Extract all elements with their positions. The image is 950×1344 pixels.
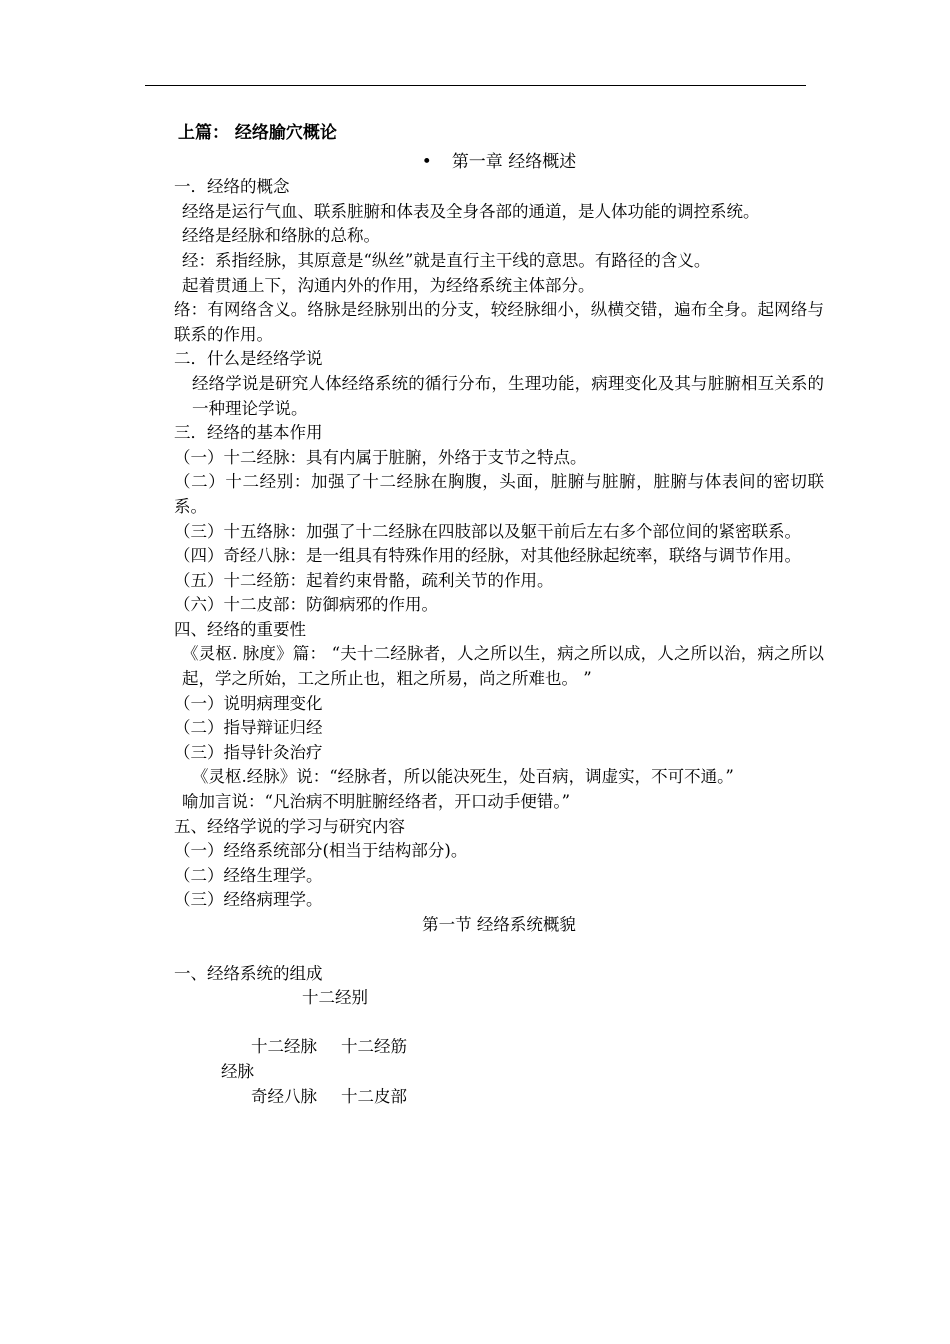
list-item: （二）经络生理学。 (174, 865, 323, 885)
section-title: 第一节 经络系统概貌 (422, 915, 576, 934)
diagram-label: 十二经脉 (251, 1037, 317, 1057)
list-item: （五）十二经筋：起着约束骨骼，疏利关节的作用。 (174, 570, 554, 590)
diagram-label: 十二皮部 (341, 1087, 407, 1107)
heading-functions: 三．经络的基本作用 (174, 423, 323, 443)
heading-importance: 四、经络的重要性 (174, 619, 306, 639)
list-item: （三）指导针灸治疗 (174, 742, 323, 762)
paragraph: 络：有网络含义。络脉是经脉别出的分支，较经脉细小，纵横交错，遍布全身。起网络与联系的作用。 (174, 300, 824, 344)
paragraph: 经络是运行气血、联系脏腑和体表及全身各部的通道，是人体功能的调控系统。 (182, 201, 760, 221)
paragraph: 经：系指经脉，其原意是“纵丝”就是直行主干线的意思。有路径的含义。 (182, 250, 711, 270)
paragraph: 经络学说是研究人体经络系统的循行分布，生理功能，病理变化及其与脏腑相互关系的一种理论学说。 (192, 373, 824, 418)
list-item: （六）十二皮部：防御病邪的作用。 (174, 595, 438, 615)
composition-diagram (174, 986, 824, 1106)
list-item: （一）十二经脉：具有内属于脏腑，外络于支节之特点。 (174, 447, 587, 467)
quote: 喻加言说：“凡治病不明脏腑经络者，开口动手便错。” (182, 792, 571, 812)
list-item: （二）指导辩证归经 (174, 718, 323, 738)
chapter-title (174, 150, 824, 175)
heading-theory: 二．什么是经络学说 (174, 349, 323, 369)
quote: 《灵枢.经脉》说：“经脉者，所以能决死生，处百病，调虚实，不可不通。” (192, 767, 734, 787)
list-item: （二）十二经别：加强了十二经脉在胸腹，头面，脏腑与脏腑，脏腑与体表间的密切联系。 (174, 472, 824, 516)
diagram-label: 十二经别 (302, 988, 368, 1008)
diagram-label: 经脉 (221, 1062, 254, 1082)
list-item: （一）经络系统部分(相当于结构部分)。 (174, 841, 468, 861)
quote: 《灵枢. 脉度》篇： “夫十二经脉者，人之所以生，病之所以成，人之所以治，病之所以起，学之所始，工之所止也，粗之所易，尚之所难也。 ” (182, 644, 824, 689)
paragraph: 经络是经脉和络脉的总称。 (182, 226, 380, 246)
heading-study: 五、经络学说的学习与研究内容 (174, 816, 405, 836)
list-item: （三）十五络脉：加强了十二经脉在四肢部以及躯干前后左右多个部位间的紧密联系。 (174, 521, 801, 541)
header-rule (145, 85, 806, 86)
list-item: （一）说明病理变化 (174, 693, 323, 713)
part-title: 上篇： 经络腧穴概论 (178, 123, 337, 143)
document-body (174, 121, 824, 1106)
heading-composition: 一、经络系统的组成 (174, 963, 323, 983)
list-item: （四）奇经八脉：是一组具有特殊作用的经脉，对其他经脉起统率，联络与调节作用。 (174, 546, 801, 566)
list-item: （三）经络病理学。 (174, 890, 323, 910)
diagram-label: 奇经八脉 (251, 1087, 317, 1107)
chapter-title-text: 第一章 经络概述 (451, 151, 577, 172)
paragraph: 起着贯通上下，沟通内外的作用，为经络系统主体部分。 (182, 275, 595, 295)
bullet-icon: • (421, 151, 432, 172)
diagram-label: 十二经筋 (341, 1037, 407, 1057)
heading-concept: 一．经络的概念 (174, 177, 290, 197)
